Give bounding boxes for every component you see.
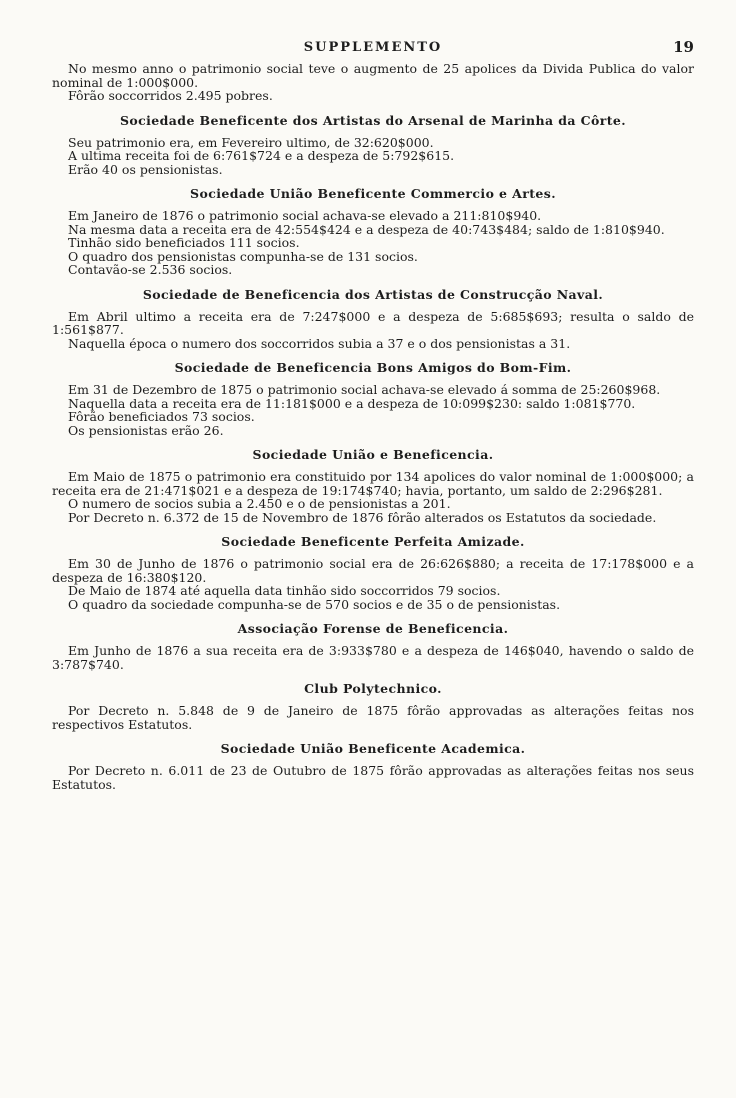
section-title: Sociedade Beneficente Perfeita Amizade. — [221, 534, 525, 549]
section-uniao-beneficencia — [52, 447, 694, 524]
paragraph: Por Decreto n. 6.372 de 15 de Novembro de 1876 fôrão alterados os Estatutos da sociedade. — [68, 509, 657, 525]
section-commercio-artes — [52, 186, 694, 277]
paragraph: Contavão-se 2.536 socios. — [68, 262, 233, 277]
paragraph: Tinhão sido beneficiados 111 socios. — [68, 235, 300, 250]
section-title: Club Polytechnico. — [304, 681, 442, 696]
intro-block — [52, 62, 694, 103]
section-construccao-naval — [52, 287, 694, 351]
paragraph: Em 30 de Junho de 1876 o patrimonio social era de 26:626$880; a receita de 17:178$000 e a despeza de 16:380$120. — [52, 556, 694, 585]
paragraph: Na mesma data a receita era de 42:554$424 e a despeza de 40:743$484; saldo de 1:810$940. — [68, 221, 665, 237]
document-page — [52, 34, 694, 1074]
paragraph: No mesmo anno o patrimonio social teve o augmento de 25 apolices da Divida Publica do valor nominal de 1:000$000. — [52, 61, 694, 90]
paragraph: Erão 40 os pensionistas. — [68, 161, 223, 177]
section-title: Sociedade União Beneficente Commercio e Artes. — [190, 186, 556, 201]
section-title: Sociedade Beneficente dos Artistas do Arsenal de Marinha da Côrte. — [119, 112, 627, 128]
paragraph: Fôrão beneficiados 73 socios. — [68, 409, 255, 424]
paragraph: Em Junho de 1876 a sua receita era de 3:933$780 e a despeza de 146$040, havendo o saldo de 3:787$740. — [52, 643, 694, 672]
paragraph: O numero de socios subia a 2.450 e o de pensionistas a 201. — [68, 496, 451, 511]
section-uniao-academica — [52, 741, 694, 791]
paragraph: Em Maio de 1875 o patrimonio era constituido por 134 apolices do valor nominal de 1:000$000; a receita era de 21:471$021 e a despeza de 19:174$740; havia, portanto, um saldo de 2:296$281. — [52, 469, 694, 498]
section-title: Sociedade União Beneficente Academica. — [220, 741, 526, 756]
section-title: Sociedade de Beneficencia dos Artistas de Construcção Naval. — [142, 286, 604, 302]
section-title: Sociedade de Beneficencia Bons Amigos do Bom-Fim. — [174, 360, 572, 375]
section-bons-amigos — [52, 360, 694, 437]
paragraph: Fôrão soccorridos 2.495 pobres. — [68, 88, 273, 103]
section-associacao-forense — [52, 621, 694, 671]
section-perfeita-amizade — [52, 534, 694, 611]
paragraph: A ultima receita foi de 6:761$724 e a despeza de 5:792$615. — [68, 148, 455, 163]
paragraph: Naquella época o numero dos soccorridos subia a 37 e o dos pensionistas a 31. — [68, 335, 571, 351]
paragraph: Em Janeiro de 1876 o patrimonio social achava-se elevado a 211:810$940. — [68, 208, 542, 223]
paragraph: O quadro dos pensionistas compunha-se de 131 socios. — [68, 248, 418, 264]
section-title: Sociedade União e Beneficencia. — [252, 447, 494, 462]
section-club-polytechnico — [52, 681, 694, 731]
page-number: 19 — [673, 38, 694, 56]
paragraph: De Maio de 1874 até aquella data tinhão sido soccorridos 79 socios. — [68, 583, 501, 598]
paragraph: Por Decreto n. 6.011 de 23 de Outubro de 1875 fôrão approvadas as alterações feitas nos seus Estatutos. — [52, 763, 694, 792]
paragraph: Em 31 de Dezembro de 1875 o patrimonio social achava-se elevado á somma de 25:260$968. — [68, 382, 661, 397]
paragraph: O quadro da sociedade compunha-se de 570 socios e de 35 o de pensionistas. — [68, 596, 561, 612]
page-header — [52, 34, 694, 62]
section-arsenal-marinha — [52, 113, 694, 177]
paragraph: Os pensionistas erão 26. — [68, 422, 224, 438]
paragraph: Por Decreto n. 5.848 de 9 de Janeiro de 1875 fôrão approvadas as alterações feitas nos respectivos Estatutos. — [52, 703, 694, 732]
paragraph: Em Abril ultimo a receita era de 7:247$000 e a despeza de 5:685$693; resulta o saldo de 1:561$877. — [52, 308, 694, 337]
paragraph: Seu patrimonio era, em Fevereiro ultimo, de 32:620$000. — [68, 134, 434, 150]
paragraph: Naquella data a receita era de 11:181$000 e a despeza de 10:099$230: saldo 1:081$770. — [68, 395, 636, 411]
running-title: SUPPLEMENTO — [303, 40, 443, 55]
section-title: Associação Forense de Beneficencia. — [237, 621, 509, 636]
